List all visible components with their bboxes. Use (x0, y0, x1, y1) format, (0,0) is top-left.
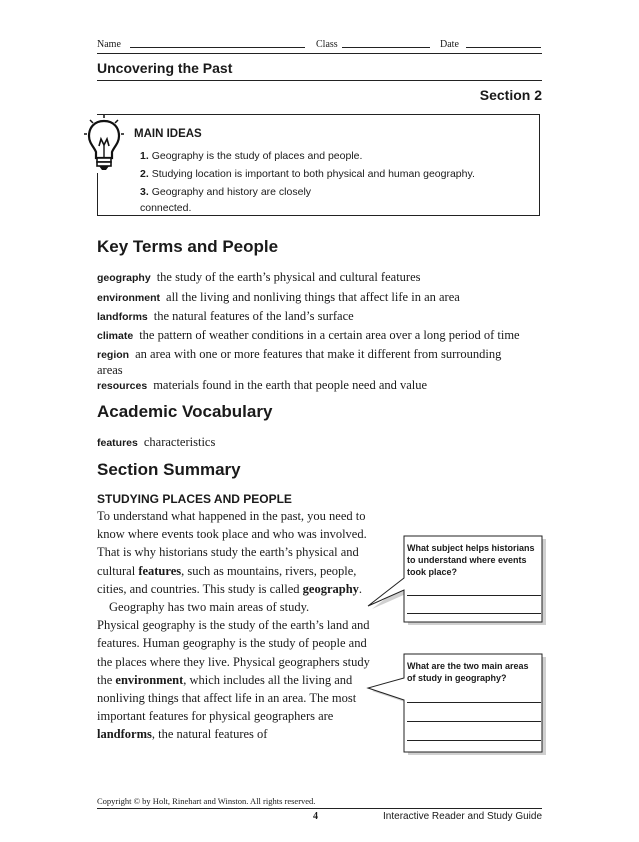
summary-paragraph: Geography has two main areas of study. (109, 600, 310, 615)
answer-line[interactable] (407, 702, 541, 703)
vocab-row (97, 435, 542, 451)
term-row (97, 309, 542, 325)
summary-paragraph: To understand what happened in the past, you need to know where events took place and who was involved. That is why historians study the earth’s physical and cultural features, such as mountains, rivers, people, cities, and countries. This study is called geography. (97, 509, 367, 596)
main-ideas-title: MAIN IDEAS (134, 128, 202, 140)
main-idea-1 (140, 148, 520, 164)
summary-paragraph: Physical geography is the study of the earth’s land and features. Human geography is the study of people and the places where they live. Physical geographers study the environment, which includes all the living and nonliving things that affect life in an area. The most important features for physical geographers are landforms, the natural features of (97, 618, 370, 742)
footer-rule (97, 808, 542, 809)
answer-line[interactable] (407, 595, 541, 596)
summary-text (97, 507, 373, 744)
term-landforms: landforms (97, 727, 152, 742)
term-definition: all the living and nonliving things that affect life in an area (166, 290, 460, 304)
date-label: Date (440, 39, 459, 50)
date-field-line[interactable] (466, 47, 541, 48)
section-label: Section 2 (479, 87, 542, 103)
term-definition: the study of the earth’s physical and cultural features (156, 270, 421, 284)
term-environment: environment (115, 672, 184, 687)
term-row (97, 347, 527, 378)
term-definition: the pattern of weather conditions in a certain area over a long period of time (139, 328, 520, 342)
class-label: Class (316, 39, 338, 50)
name-field-line[interactable] (130, 47, 305, 48)
book-title: Interactive Reader and Study Guide (383, 811, 542, 822)
vocab-term: features (97, 437, 138, 449)
term-geography: geography (302, 581, 359, 596)
main-idea-2 (140, 166, 520, 182)
answer-line[interactable] (407, 613, 541, 614)
title-rule (97, 80, 542, 81)
answer-line[interactable] (407, 721, 541, 722)
term-row (97, 378, 542, 394)
name-label: Name (97, 39, 121, 50)
main-idea-text: Geography and history are closely connected. (140, 186, 312, 214)
term-definition: an area with one or more features that make it different from surrounding areas (97, 347, 502, 377)
lightbulb-icon (84, 115, 124, 178)
answer-line[interactable] (407, 740, 541, 741)
academic-vocabulary-heading: Academic Vocabulary (97, 402, 273, 421)
main-idea-text: Geography is the study of places and people. (151, 150, 363, 162)
term-label: landforms (97, 311, 148, 323)
class-field-line[interactable] (342, 47, 430, 48)
header-rule (97, 53, 542, 54)
main-idea-number: 2. (140, 168, 149, 180)
main-idea-text: Studying location is important to both physical and human geography. (151, 168, 475, 180)
question-1-text: What subject helps historians to understand where events took place? (407, 543, 535, 577)
term-label: climate (97, 330, 134, 342)
section-summary-heading: Section Summary (97, 460, 241, 479)
key-terms-heading: Key Terms and People (97, 237, 279, 256)
term-definition: materials found in the earth that people need and value (153, 378, 428, 392)
main-idea-3 (140, 184, 330, 216)
summary-subheading: STUDYING PLACES AND PEOPLE (97, 492, 292, 506)
term-definition: the natural features of the land’s surface (153, 309, 354, 323)
term-row (97, 290, 542, 306)
vocab-definition: characteristics (143, 435, 216, 449)
term-row (97, 328, 542, 344)
term-label: region (97, 349, 130, 361)
main-idea-number: 1. (140, 150, 149, 162)
term-row (97, 270, 542, 286)
page-number: 4 (313, 811, 318, 822)
main-idea-number: 3. (140, 186, 149, 198)
copyright-notice: Copyright © by Holt, Rinehart and Winston. All rights reserved. (97, 796, 316, 806)
term-label: geography (97, 272, 151, 284)
page-title: Uncovering the Past (97, 60, 233, 76)
term-label: resources (97, 380, 148, 392)
term-label: environment (97, 292, 161, 304)
term-features: features (138, 563, 182, 578)
question-2-text: What are the two main areas of study in geography? (407, 661, 529, 683)
